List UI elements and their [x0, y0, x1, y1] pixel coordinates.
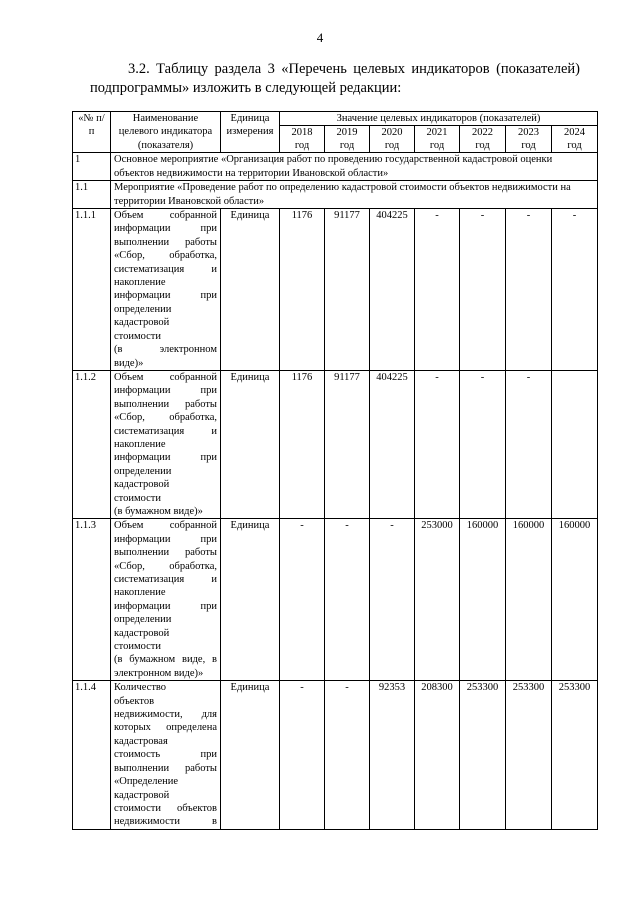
row-name: [111, 519, 221, 681]
row-value-2020: 404225: [370, 209, 415, 371]
section-num: 1: [73, 153, 111, 181]
row-value-2022: 160000: [460, 519, 506, 681]
row-name-line: кадастровой: [114, 479, 170, 491]
row-name-line: кадастровой: [114, 789, 170, 801]
row-num: 1.1.4: [73, 681, 111, 829]
row-name-line: информации при: [114, 290, 217, 302]
row-value-2024: 160000: [552, 519, 598, 681]
table-row: [73, 681, 598, 829]
row-value-2023: 253300: [506, 681, 552, 829]
row-value-2024: -: [552, 209, 598, 371]
row-name-line: стоимости: [114, 641, 162, 653]
row-num: 1.1.1: [73, 209, 111, 371]
row-name-line: определении: [114, 614, 172, 626]
header-year-2022: [460, 126, 506, 153]
header-year-2021: [415, 126, 460, 153]
row-name-line: Объем собранной: [114, 520, 217, 532]
row-name-line: Объем собранной: [114, 210, 217, 222]
row-name-line: выполнении работы: [114, 547, 217, 559]
row-name-line: недвижимости в: [114, 816, 217, 828]
header-year-value: 2022: [472, 127, 493, 139]
row-value-2022: -: [460, 209, 506, 371]
row-value-2018: -: [280, 519, 325, 681]
row-value-2021: -: [415, 370, 460, 518]
header-year-value: 2020: [381, 127, 403, 139]
row-name-line: (в бумажном виде, в: [114, 654, 217, 666]
row-name-line: информации при: [114, 385, 217, 397]
row-name-line: накопление: [114, 587, 166, 599]
section-row: [73, 153, 598, 181]
header-year-suffix: год: [475, 140, 490, 152]
row-name-line: электронном виде)»: [114, 667, 204, 679]
row-value-2022: -: [460, 370, 506, 518]
header-year-suffix: год: [294, 140, 310, 152]
row-value-2023: 160000: [506, 519, 552, 681]
row-name-line: систематизация и: [114, 574, 217, 585]
row-value-2022: 253300: [460, 681, 506, 829]
row-value-2018: 1176: [280, 370, 325, 518]
row-name-line: выполнении работы: [114, 398, 217, 410]
row-name-line: стоимости: [114, 492, 162, 504]
row-name-line: определении: [114, 465, 172, 477]
row-name-line: кадастровой: [114, 317, 170, 329]
header-year-value: 2021: [426, 127, 448, 139]
row-name-line: стоимость при: [114, 749, 217, 761]
header-year-2019: [325, 126, 370, 153]
row-name: [111, 370, 221, 518]
row-value-2020: -: [370, 519, 415, 681]
page-number: 4: [316, 30, 324, 45]
header-year-suffix: год: [339, 140, 355, 152]
table-row: [73, 209, 598, 371]
row-value-2018: -: [280, 681, 325, 829]
row-name-line: которых определена: [114, 722, 217, 734]
row-value-2019: -: [325, 519, 370, 681]
row-name-line: накопление: [114, 277, 166, 289]
header-year-value: 2023: [518, 127, 539, 139]
row-name-line: «Сбор, обработка,: [114, 250, 217, 262]
row-name-line: информации при: [114, 533, 217, 545]
section-num: 1.1: [73, 181, 111, 209]
row-num: 1.1.3: [73, 519, 111, 681]
row-value-2024: [552, 370, 598, 518]
row-value-2019: -: [325, 681, 370, 829]
header-row-1: [73, 112, 598, 126]
row-name-line: кадастровой: [114, 627, 170, 639]
row-name-line: систематизация и: [114, 425, 217, 437]
row-num: 1.1.2: [73, 370, 111, 518]
table-row: [73, 519, 598, 681]
row-name-line: «Сбор, обработка,: [114, 412, 217, 424]
row-name-line: информации при: [114, 452, 217, 464]
row-name-line: выполнении работы: [114, 236, 217, 248]
row-unit: Единица: [221, 209, 280, 371]
row-name-line: (в бумажном виде)»: [114, 505, 203, 517]
row-name-line: «Сбор, обработка,: [114, 560, 217, 572]
header-year-2023: [506, 126, 552, 153]
indicators-table: [72, 111, 598, 830]
row-name-line: стоимости: [114, 330, 162, 342]
row-value-2021: -: [415, 209, 460, 371]
row-name-line: объектов: [114, 695, 155, 707]
row-unit: Единица: [221, 370, 280, 518]
row-name: [111, 681, 221, 829]
header-unit: Единица измерения: [221, 112, 280, 153]
row-name-line: стоимости объектов: [114, 802, 217, 814]
row-name: [111, 209, 221, 371]
header-values: Значение целевых индикаторов (показателей): [280, 112, 598, 126]
header-year-2020: [370, 126, 415, 153]
header-year-suffix: год: [429, 140, 445, 152]
header-year-suffix: год: [384, 140, 400, 152]
table-row: [73, 370, 598, 518]
section-text: Мероприятие «Проведение работ по определению кадастровой стоимости объектов недвижимости на территории Ивановской области»: [111, 181, 598, 209]
header-name: Наименование целевого индикатора (показателя): [111, 112, 221, 153]
row-name-line: (в электронном: [114, 344, 217, 356]
row-name-line: виде)»: [114, 357, 144, 369]
row-value-2020: 92353: [370, 681, 415, 829]
row-unit: Единица: [221, 681, 280, 829]
header-year-value: 2024: [564, 127, 586, 139]
row-value-2021: 253000: [415, 519, 460, 681]
intro-paragraph: [90, 60, 580, 98]
row-value-2019: 91177: [325, 370, 370, 518]
row-value-2023: -: [506, 370, 552, 518]
row-name-line: информации при: [114, 223, 217, 235]
row-value-2023: -: [506, 209, 552, 371]
header-year-2018: [280, 126, 325, 153]
row-value-2024: 253300: [552, 681, 598, 829]
row-name-line: определении: [114, 303, 172, 315]
header-year-2024: [552, 126, 598, 153]
row-name-line: Количество: [114, 682, 167, 694]
header-year-value: 2018: [291, 127, 313, 139]
header-year-value: 2019: [336, 127, 358, 139]
section-row: [73, 181, 598, 209]
row-unit: Единица: [221, 519, 280, 681]
row-value-2020: 404225: [370, 370, 415, 518]
row-name-line: информации при: [114, 600, 217, 612]
row-value-2018: 1176: [280, 209, 325, 371]
row-name-line: выполнении работы: [114, 762, 217, 774]
header-year-suffix: год: [521, 140, 536, 152]
intro-text: 3.2. Таблицу раздела 3 «Перечень целевых индикаторов (показателей) подпрограммы» изложить в следующей редакции:: [90, 61, 580, 96]
row-name-line: накопление: [114, 438, 166, 450]
row-name-line: «Определение: [114, 776, 179, 788]
row-value-2021: 208300: [415, 681, 460, 829]
row-name-line: кадастровая: [114, 735, 168, 747]
section-text: Основное мероприятие «Организация работ по проведению государственной кадастровой оценки объектов недвижимости на территории Ивановской области»: [111, 153, 598, 181]
row-name-line: систематизация и: [114, 263, 217, 275]
row-name-line: Объем собранной: [114, 371, 217, 383]
row-value-2019: 91177: [325, 209, 370, 371]
header-num: «№ п/п: [73, 112, 111, 153]
header-year-suffix: год: [567, 140, 582, 152]
row-name-line: недвижимости, для: [114, 709, 217, 721]
